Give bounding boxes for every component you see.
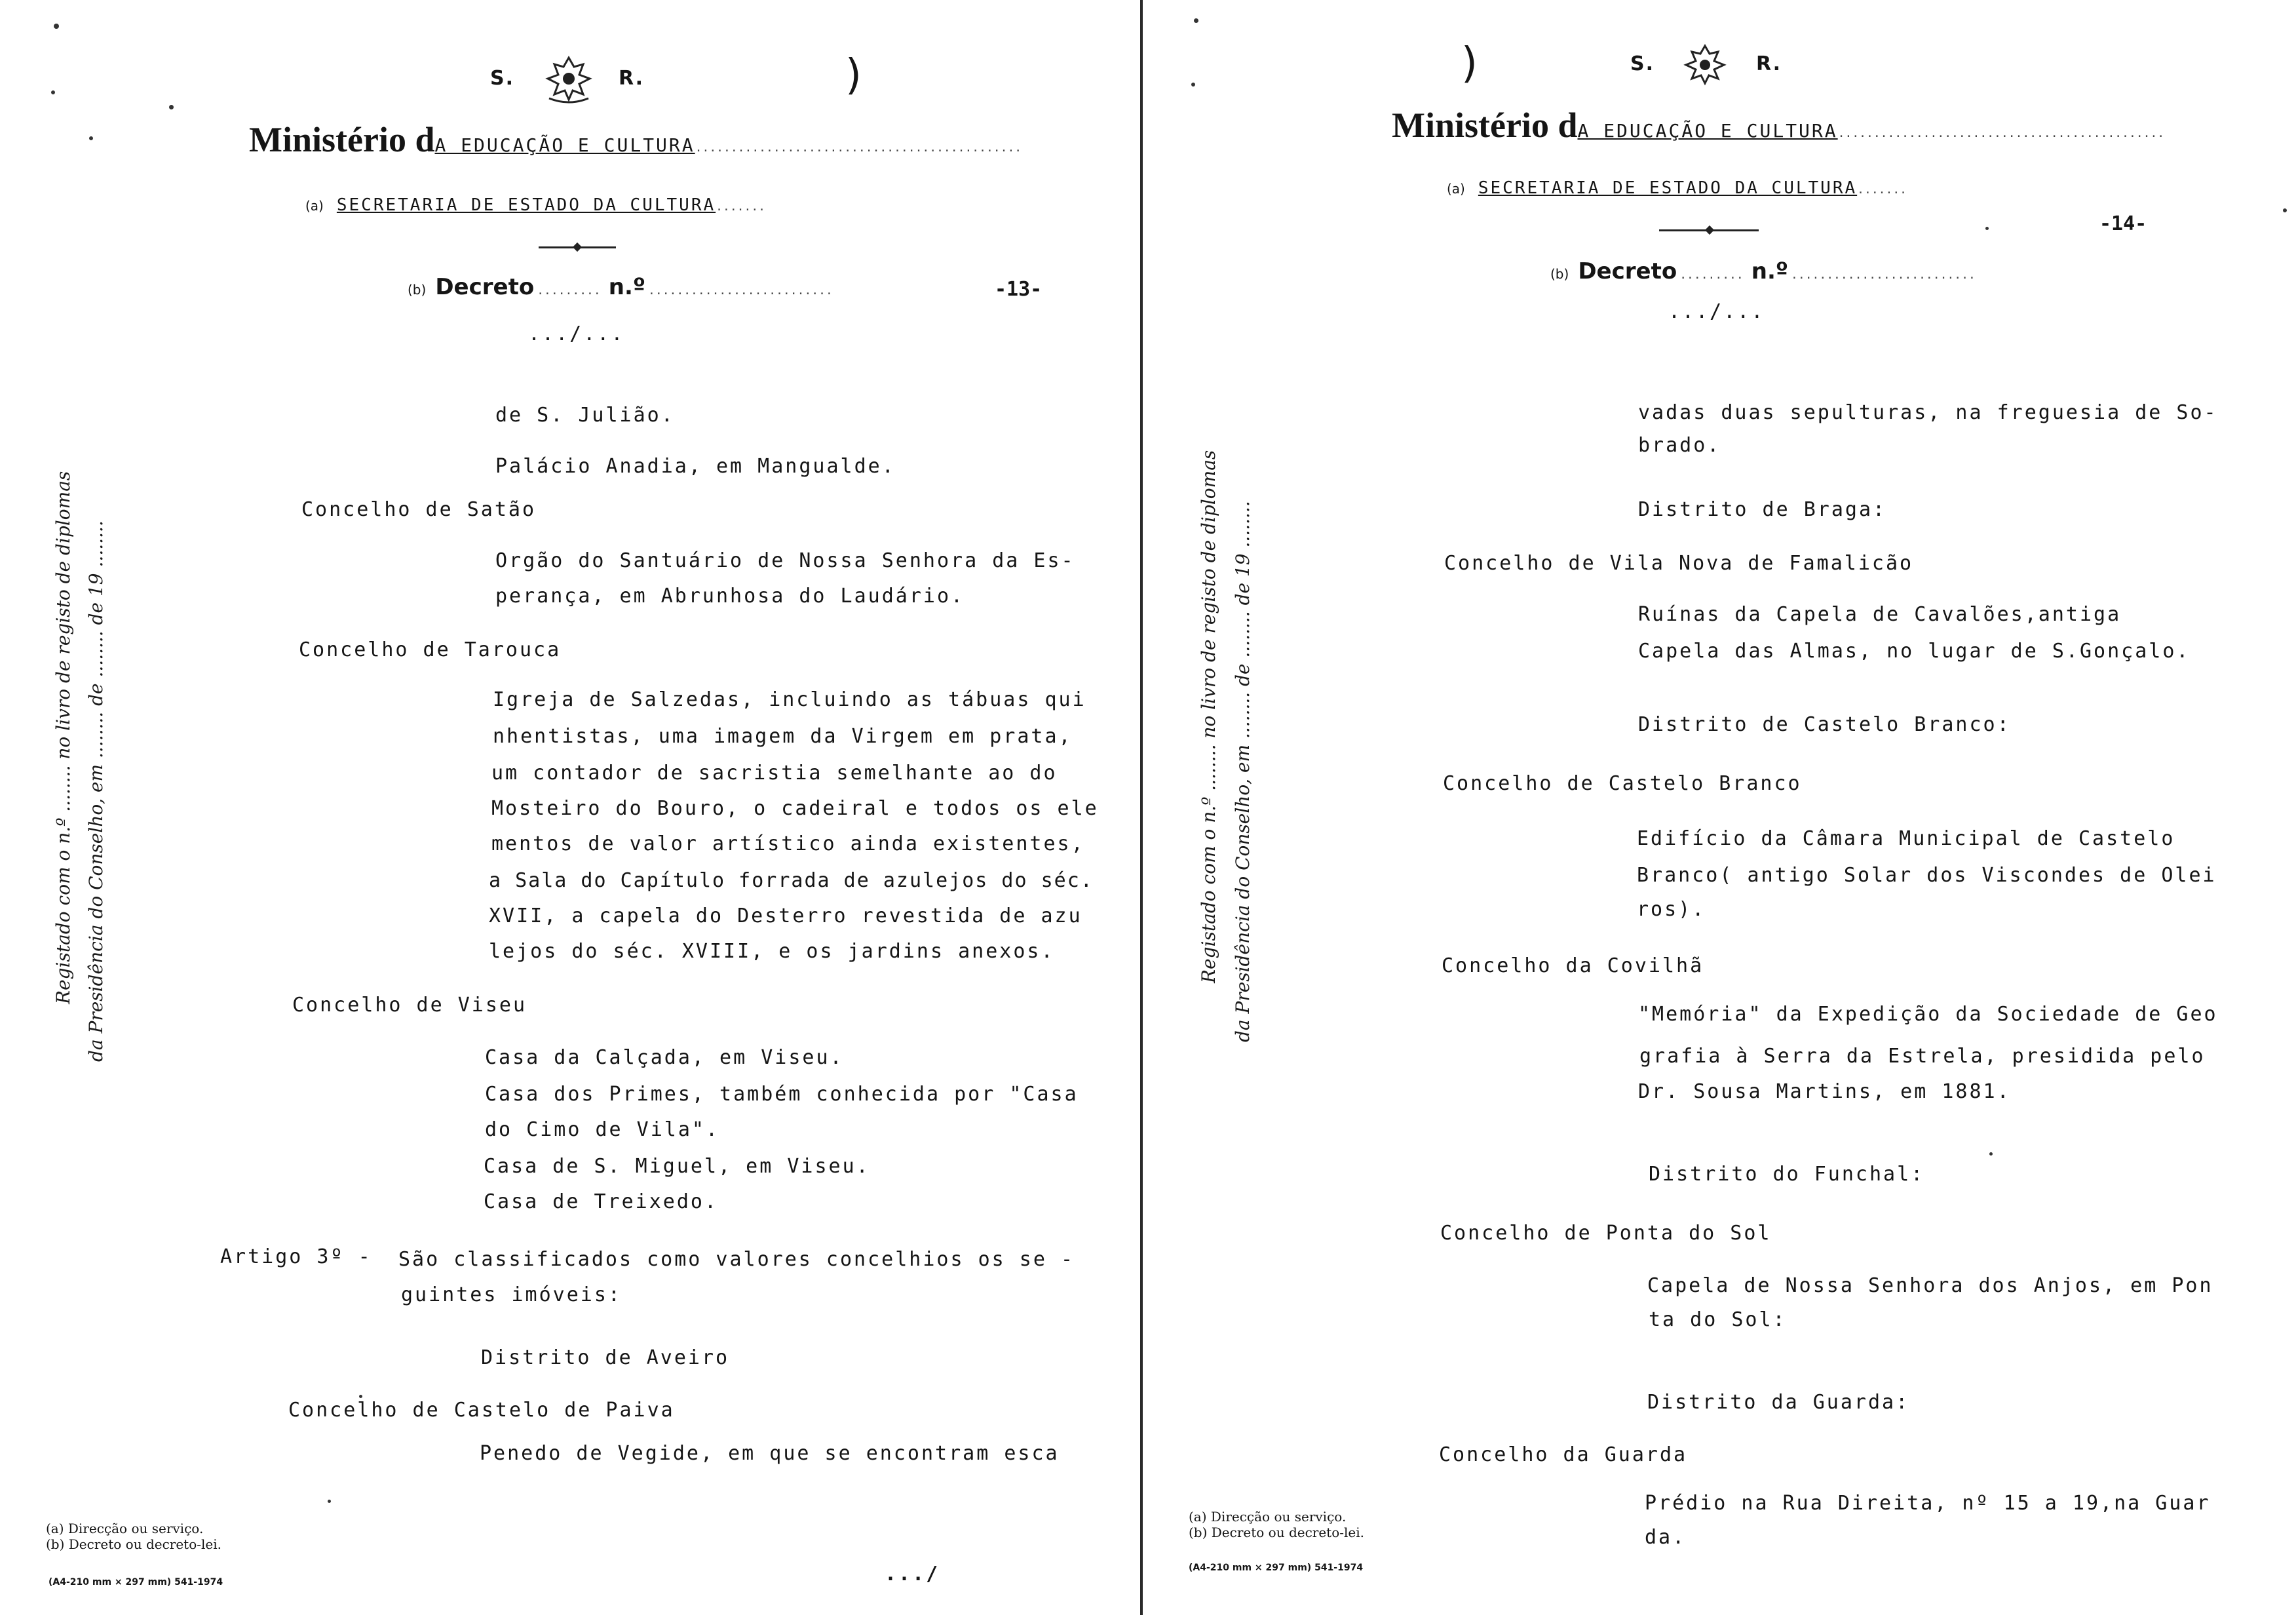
ink-speck bbox=[1989, 1152, 1993, 1156]
text-line: mentos de valor artístico ainda existentes, bbox=[491, 832, 1085, 855]
text-line: Palácio Anadia, em Mangualde. bbox=[495, 455, 896, 478]
parenthesis-mark: ) bbox=[1461, 39, 1478, 88]
text-line: de S. Julião. bbox=[495, 404, 675, 427]
separator-diamond bbox=[1705, 225, 1714, 235]
text-line: Mosteiro do Bouro, o cadeiral e todos os ele bbox=[491, 797, 1099, 820]
page-number: -14- bbox=[2099, 212, 2147, 235]
distrito-heading: Distrito da Guarda: bbox=[1647, 1391, 1910, 1414]
text-line: guintes imóveis: bbox=[401, 1283, 622, 1306]
secretaria-name: SECRETARIA DE ESTADO DA CULTURA bbox=[336, 195, 716, 215]
numero-word: n.º bbox=[608, 274, 646, 300]
text-line: um contador de sacristia semelhante ao do bbox=[491, 762, 1058, 785]
decreto-label: (b) bbox=[408, 282, 427, 298]
coat-of-arms-seal-icon bbox=[536, 52, 602, 105]
secretaria-label: (a) bbox=[305, 198, 324, 214]
print-code: (A4-210 mm × 297 mm) 541-1974 bbox=[48, 1577, 223, 1587]
ink-speck bbox=[169, 105, 174, 109]
text-line: Ruínas da Capela de Cavalões,antiga bbox=[1638, 603, 2122, 626]
text-line: perança, em Abrunhosa do Laudário. bbox=[495, 585, 965, 608]
right-page bbox=[1145, 0, 2296, 1615]
ink-speck bbox=[89, 136, 93, 140]
text-line: a Sala do Capítulo forrada de azulejos do séc. bbox=[489, 869, 1094, 892]
ink-speck bbox=[51, 90, 55, 94]
text-line: lejos do séc. XVIII, e os jardins anexos. bbox=[489, 940, 1055, 963]
ministerio-prefix: Ministério d bbox=[1392, 106, 1578, 145]
text-line: Prédio na Rua Direita, nº 15 a 19,na Guar bbox=[1645, 1492, 2211, 1515]
margin-register-note-line1: Registado com o n.º ........ no livro de registo de diplomas bbox=[1198, 450, 1219, 983]
ink-speck bbox=[2283, 208, 2287, 212]
text-line: nhentistas, uma imagem da Virgem em prata, bbox=[493, 725, 1073, 748]
text-line: vadas duas sepulturas, na freguesia de So- bbox=[1638, 401, 2218, 424]
text-line: do Cimo de Vila". bbox=[485, 1118, 720, 1141]
decreto-word: Decreto bbox=[1578, 258, 1677, 284]
decreto-line: (b) Decreto ......... n.º .......................... bbox=[1550, 258, 1976, 284]
concelho-heading: Concelho da Covilhã bbox=[1442, 954, 1704, 977]
ink-speck bbox=[54, 24, 59, 29]
text-line: "Memória" da Expedição da Sociedade de Geo bbox=[1638, 1003, 2218, 1026]
print-code: (A4-210 mm × 297 mm) 541-1974 bbox=[1189, 1563, 1364, 1573]
text-line: Penedo de Vegide, em que se encontram esca bbox=[480, 1442, 1060, 1465]
text-line: brado. bbox=[1638, 434, 1721, 457]
text-line: ros). bbox=[1637, 898, 1706, 921]
text-line: grafia à Serra da Estrela, presidida pelo bbox=[1639, 1045, 2206, 1068]
ink-speck bbox=[1191, 83, 1195, 87]
margin-register-note-line1: Registado com o n.º ........ no livro de registo de diplomas bbox=[52, 471, 74, 1004]
text-line: Edifício da Câmara Municipal de Castelo bbox=[1637, 827, 2175, 850]
footnote-a: (a) Direcção ou serviço. bbox=[46, 1521, 204, 1536]
distrito-heading: Distrito de Aveiro bbox=[481, 1346, 730, 1369]
continuation-ellipsis: .../... bbox=[528, 322, 625, 345]
ministerio-department: A EDUCAÇÃO E CULTURA bbox=[1577, 120, 1838, 142]
seal-letter-s: S. bbox=[1630, 52, 1655, 75]
text-line: Capela das Almas, no lugar de S.Gonçalo. bbox=[1638, 640, 2191, 663]
concelho-heading: Concelho de Castelo de Paiva bbox=[288, 1399, 675, 1422]
ink-speck bbox=[359, 1395, 362, 1398]
text-line: Igreja de Salzedas, incluindo as tábuas qui bbox=[493, 688, 1086, 711]
concelho-heading: Concelho da Guarda bbox=[1439, 1443, 1688, 1466]
secretaria-label: (a) bbox=[1447, 181, 1465, 197]
text-line: Casa de S. Miguel, em Viseu. bbox=[484, 1155, 870, 1178]
continuation-ellipsis: .../... bbox=[1668, 300, 1765, 323]
text-line: Casa da Calçada, em Viseu. bbox=[485, 1046, 844, 1069]
decreto-label: (b) bbox=[1550, 266, 1569, 282]
ministerio-heading: Ministério dA EDUCAÇÃO E CULTURA.............................................. bbox=[249, 120, 1022, 159]
text-line: Orgão do Santuário de Nossa Senhora da Es- bbox=[495, 549, 1075, 572]
footnote-a: (a) Direcção ou serviço. bbox=[1189, 1509, 1347, 1525]
concelho-heading: Concelho de Tarouca bbox=[299, 638, 562, 661]
secretaria-line: (a) SECRETARIA DE ESTADO DA CULTURA....... bbox=[305, 195, 765, 215]
artigo-label: Artigo 3º - bbox=[220, 1245, 372, 1268]
distrito-heading: Distrito do Funchal: bbox=[1649, 1163, 1925, 1186]
distrito-heading: Distrito de Castelo Branco: bbox=[1638, 713, 2011, 736]
ink-speck bbox=[1194, 18, 1198, 23]
decreto-word: Decreto bbox=[435, 274, 535, 300]
footnote-b: (b) Decreto ou decreto-lei. bbox=[1189, 1525, 1365, 1540]
ministerio-prefix: Ministério d bbox=[249, 120, 435, 159]
concelho-heading: Concelho de Vila Nova de Famalicão bbox=[1444, 552, 1914, 575]
ministerio-department: A EDUCAÇÃO E CULTURA bbox=[434, 134, 695, 156]
text-line: Casa dos Primes, também conhecida por "Casa bbox=[485, 1083, 1079, 1106]
text-line: XVII, a capela do Desterro revestida de azu bbox=[489, 905, 1082, 927]
footnote-b: (b) Decreto ou decreto-lei. bbox=[46, 1536, 222, 1552]
text-line: Capela de Nossa Senhora dos Anjos, em Pon bbox=[1647, 1274, 2213, 1297]
secretaria-line: (a) SECRETARIA DE ESTADO DA CULTURA....... bbox=[1447, 178, 1907, 198]
margin-register-note-line2: da Presidência do Conselho, em ........ de ........ de 19 ........ bbox=[1232, 501, 1253, 1042]
decreto-line: (b) Decreto ......... n.º .......................... bbox=[408, 274, 833, 300]
coat-of-arms-seal-icon bbox=[1675, 42, 1735, 88]
secretaria-name: SECRETARIA DE ESTADO DA CULTURA bbox=[1478, 178, 1858, 198]
margin-register-note-line2: da Presidência do Conselho, em ........ de ........ de 19 ........ bbox=[85, 520, 107, 1062]
concelho-heading: Concelho de Viseu bbox=[292, 994, 527, 1017]
distrito-heading: Distrito de Braga: bbox=[1638, 498, 1887, 521]
continuation-mark: .../ bbox=[885, 1563, 940, 1586]
text-line: Dr. Sousa Martins, em 1881. bbox=[1638, 1080, 2011, 1103]
seal-letter-r: R. bbox=[1756, 52, 1782, 75]
concelho-heading: Concelho de Satão bbox=[301, 498, 537, 521]
text-line: Casa de Treixedo. bbox=[484, 1190, 719, 1213]
text-line: Branco( antigo Solar dos Viscondes de Olei bbox=[1637, 864, 2217, 887]
text-line: da. bbox=[1645, 1526, 1687, 1549]
numero-word: n.º bbox=[1751, 258, 1789, 284]
page-number: -13- bbox=[995, 278, 1043, 301]
concelho-heading: Concelho de Ponta do Sol bbox=[1440, 1222, 1772, 1245]
parenthesis-mark: ) bbox=[845, 51, 862, 100]
seal-letter-r: R. bbox=[619, 67, 645, 90]
concelho-heading: Concelho de Castelo Branco bbox=[1443, 772, 1802, 795]
text-line: ta do Sol: bbox=[1649, 1308, 1787, 1331]
ministerio-heading: Ministério dA EDUCAÇÃO E CULTURA.............................................. bbox=[1392, 106, 2165, 145]
seal-letter-s: S. bbox=[490, 67, 515, 90]
separator-diamond bbox=[573, 243, 582, 252]
text-line: São classificados como valores concelhios os se - bbox=[398, 1248, 1075, 1271]
ink-speck bbox=[328, 1500, 331, 1503]
left-page bbox=[0, 0, 1140, 1615]
ink-speck bbox=[1985, 227, 1989, 230]
